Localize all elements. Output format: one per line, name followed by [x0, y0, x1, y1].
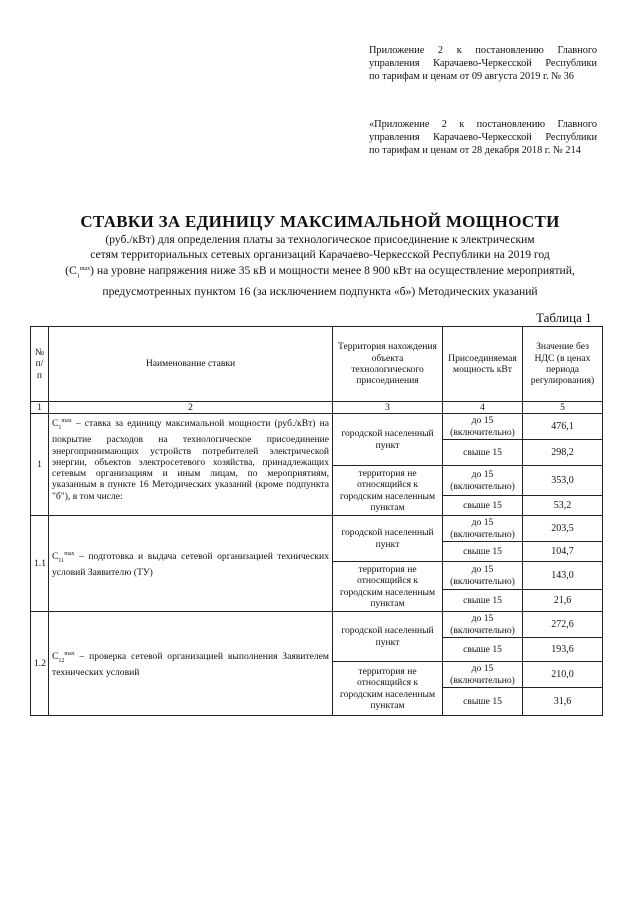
- rate-value: 476,1: [523, 414, 603, 440]
- header-territory: Территория нахождения объекта технологического присоединения: [333, 327, 443, 402]
- territory-rural: территория не относящийся к городским населенным пунктам: [333, 562, 443, 612]
- rate-value: 298,2: [523, 440, 603, 466]
- power-above-15: свыше 15: [443, 440, 523, 466]
- rate-text: – подготовка и выдача сетевой организацией технических условий Заявителю (ТУ): [52, 550, 329, 578]
- rate-value: 53,2: [523, 496, 603, 516]
- rate-value: 272,6: [523, 612, 603, 638]
- column-number: 3: [333, 402, 443, 414]
- rate-description: [49, 612, 333, 716]
- row-number: 1: [31, 414, 49, 516]
- rate-superscript: max: [61, 418, 72, 424]
- table-row: [31, 516, 603, 542]
- rate-symbol: С: [52, 418, 59, 429]
- table-header-row: [31, 327, 603, 402]
- appendix-previous-line: управления Карачаево-Черкесской Республики: [369, 132, 597, 144]
- subtitle-line: (руб./кВт) для определения платы за технологическое присоединение к электрическим: [105, 233, 535, 246]
- rate-value: 210,0: [523, 662, 603, 688]
- table-row: [31, 612, 603, 638]
- header-power: Присоединяемая мощность кВт: [443, 327, 523, 402]
- row-number: 1.1: [31, 516, 49, 612]
- power-up-to-15: до 15 (включительно): [443, 662, 523, 688]
- column-number: 2: [49, 402, 333, 414]
- power-up-to-15: до 15 (включительно): [443, 466, 523, 496]
- appendix-current-line: управления Карачаево-Черкесской Республики: [369, 58, 597, 70]
- rate-description: [49, 414, 333, 516]
- rate-value: 143,0: [523, 562, 603, 590]
- rate-value: 193,6: [523, 638, 603, 662]
- rate-text: – проверка сетевой организацией выполнения Заявителем технических условий: [52, 650, 329, 678]
- rate-value: 203,5: [523, 516, 603, 542]
- rate-subscript: 12: [58, 657, 65, 664]
- rate-subscript: 11: [58, 557, 65, 564]
- rate-value: 353,0: [523, 466, 603, 496]
- subtitle-line: предусмотренных пунктом 16 (за исключением подпункта «б») Методических указаний: [102, 285, 538, 299]
- appendix-previous-line: по тарифам и ценам от 28 декабря 2018 г. № 214: [369, 145, 581, 157]
- column-numbers-row: [31, 402, 603, 414]
- territory-rural: территория не относящийся к городским населенным пунктам: [333, 662, 443, 716]
- territory-urban: городской населенный пункт: [333, 516, 443, 562]
- row-number: 1.2: [31, 612, 49, 716]
- rate-value: 104,7: [523, 542, 603, 562]
- power-above-15: свыше 15: [443, 496, 523, 516]
- header-value: Значение без НДС (в ценах периода регулирования): [523, 327, 603, 402]
- rate-symbol: С: [52, 650, 59, 662]
- power-up-to-15: до 15 (включительно): [443, 516, 523, 542]
- rate-value: 21,6: [523, 590, 603, 612]
- rate-superscript: max: [64, 650, 75, 657]
- rate-value: 31,6: [523, 688, 603, 716]
- power-above-15: свыше 15: [443, 638, 523, 662]
- subtitle-text: ) на уровне напряжения ниже 35 кВ и мощности менее 8 900 кВт на осуществление мероприятий,: [90, 264, 575, 277]
- rate-subscript: 1: [58, 424, 62, 431]
- power-up-to-15: до 15 (включительно): [443, 414, 523, 440]
- power-up-to-15: до 15 (включительно): [443, 612, 523, 638]
- column-number: 5: [523, 402, 603, 414]
- territory-rural: территория не относящийся к городским населенным пунктам: [333, 466, 443, 516]
- rate-superscript: max: [79, 266, 91, 272]
- power-above-15: свыше 15: [443, 590, 523, 612]
- rate-symbol: (С: [65, 264, 77, 277]
- table-row: [31, 414, 603, 440]
- rate-superscript: max: [64, 550, 75, 557]
- appendix-current: [369, 44, 597, 84]
- rate-text: – ставка за единицу максимальной мощности (руб./кВт) на покрытие расходов на технологическое присоединение энергопринимающих устройств потребителей электрической энергии, объектов электросетевого хозяйства, принадлежащих сетевым организациям и иным лицам, по мероприятиям, указанным в пункте 16 Методических указаний (кроме подпункта "б"), в том числе:: [52, 418, 329, 502]
- rates-table: [30, 326, 603, 716]
- power-above-15: свыше 15: [443, 542, 523, 562]
- appendix-previous-line: «Приложение 2 к постановлению Главного: [369, 119, 597, 130]
- appendix-current-line: Приложение 2 к постановлению Главного: [369, 45, 597, 56]
- column-number: 1: [31, 402, 49, 414]
- header-name: Наименование ставки: [49, 327, 333, 402]
- rate-description: [49, 516, 333, 612]
- rate-subscript: 1: [76, 273, 80, 280]
- column-number: 4: [443, 402, 523, 414]
- territory-urban: городской населенный пункт: [333, 612, 443, 662]
- territory-urban: городской населенный пункт: [333, 414, 443, 466]
- appendix-previous: [369, 118, 597, 158]
- rate-symbol: С: [52, 550, 59, 562]
- power-up-to-15: до 15 (включительно): [443, 562, 523, 590]
- document-subtitle: [28, 232, 612, 299]
- document-title: СТАВКИ ЗА ЕДИНИЦУ МАКСИМАЛЬНОЙ МОЩНОСТИ: [80, 212, 560, 231]
- subtitle-line: сетям территориальных сетевых организаций Карачаево-Черкесской Республики на 2019 год: [90, 248, 550, 261]
- appendix-current-line: по тарифам и ценам от 09 августа 2019 г. № 36: [369, 71, 574, 83]
- power-above-15: свыше 15: [443, 688, 523, 716]
- subtitle-line: [28, 262, 612, 284]
- header-num: № п/п: [31, 327, 49, 402]
- table-caption: Таблица 1: [536, 310, 592, 325]
